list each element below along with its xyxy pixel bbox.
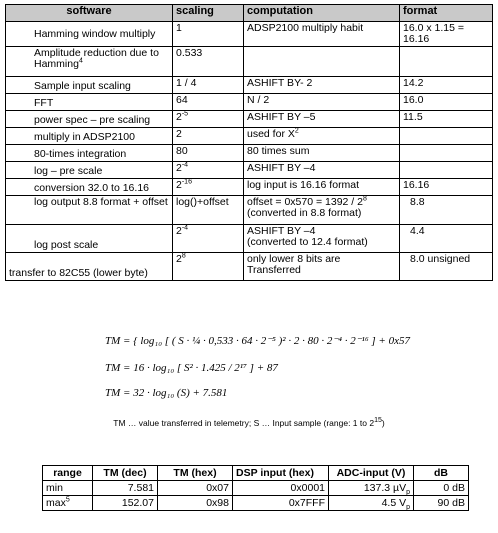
cell-tm-hex (158, 481, 233, 496)
caption-sup: 15 (374, 417, 382, 425)
equation-2-lhs: TM (105, 362, 121, 374)
range-header-range: range (43, 466, 93, 481)
cell-format (400, 22, 493, 47)
cell-scaling-text: 2 (176, 225, 182, 237)
cell-scaling (173, 253, 244, 281)
cell-format (400, 111, 493, 128)
cell-scaling (173, 94, 244, 111)
cell-db (414, 496, 469, 511)
cell-computation-sup: 2 (294, 127, 299, 135)
cell-scaling-text: 64 (176, 94, 188, 106)
cell-software-text: power spec – pre scaling (34, 114, 151, 126)
cell-scaling (173, 162, 244, 179)
cell-computation-text: ASHIFT BY –5 (247, 111, 316, 123)
cell-range (43, 496, 93, 511)
cell-software-text: log post scale (34, 239, 99, 251)
cell-scaling-sup: -4 (181, 224, 189, 232)
cell-computation (244, 162, 400, 179)
range-header-dsp: DSP input (hex) (233, 466, 329, 481)
cell-software-text: Amplitude reduction due to Hamming (34, 47, 159, 70)
cell-scaling (173, 22, 244, 47)
equation-1-lhs: TM (105, 335, 121, 347)
cell-software (6, 77, 173, 94)
table-row (6, 77, 493, 94)
cell-computation-text: N / 2 (247, 94, 270, 106)
cell-range-text: min (46, 482, 63, 494)
cell-adc-input-text: 4.5 V (381, 497, 407, 509)
cell-format (400, 77, 493, 94)
cell-format-text: 11.5 (403, 111, 423, 123)
range-header-tm-hex: TM (hex) (158, 466, 233, 481)
cell-scaling-sup: -4 (181, 161, 189, 169)
header-scaling: scaling (173, 5, 244, 22)
cell-software (6, 22, 173, 47)
cell-scaling-text: 1 / 4 (176, 77, 197, 89)
cell-computation (244, 111, 400, 128)
header-computation: computation (244, 5, 400, 22)
cell-software-text: 80-times integration (34, 148, 127, 160)
cell-format (400, 196, 493, 225)
cell-scaling-text: 1 (176, 22, 182, 34)
cell-format-text: 8.0 unsigned (410, 253, 471, 265)
cell-software (6, 128, 173, 145)
cell-software (6, 225, 173, 253)
cell-tm-hex (158, 496, 233, 511)
cell-format-text: 16.16 (403, 179, 430, 191)
range-header-adc: ADC-input (V) (329, 466, 414, 481)
cell-adc-input-text: 137.3 µV (363, 482, 407, 494)
cell-dsp-input-text: 0x7FFF (288, 497, 325, 509)
cell-software-text: multiply in ADSP2100 (34, 131, 135, 143)
table-row (6, 47, 493, 77)
cell-software (6, 253, 173, 281)
cell-scaling (173, 179, 244, 196)
cell-range-sup: 5 (65, 496, 70, 504)
equation-1-rhs: = { log₁₀ [ ( S · ¼ · 0,533 · 64 · 2⁻⁵ )² · 2 · 80 · 2⁻⁴ · 2⁻¹⁶ ] + 0x57 (123, 335, 410, 347)
cell-adc-sub: p (406, 504, 410, 512)
cell-software (6, 111, 173, 128)
equation-2-rhs: = 16 · log₁₀ [ S² · 1.425 / 2¹⁷ ] + 87 (123, 362, 278, 374)
cell-scaling-text: 80 (176, 145, 188, 157)
cell-computation-text: ADSP2100 multiply habit (247, 22, 364, 34)
cell-computation (244, 225, 400, 253)
equation-3-rhs: = 32 · log₁₀ (S) + 7.581 (123, 387, 228, 399)
header-format: format (400, 5, 493, 22)
cell-computation (244, 77, 400, 94)
cell-scaling-sup: 8 (181, 252, 186, 260)
cell-software (6, 162, 173, 179)
cell-computation (244, 179, 400, 196)
cell-software (6, 145, 173, 162)
cell-computation-text: offset = 0x570 = 1392 / 2 (247, 196, 363, 208)
equation-3 (105, 387, 227, 399)
cell-software (6, 196, 173, 225)
cell-adc-input (329, 481, 414, 496)
cell-range (43, 481, 93, 496)
cell-computation (244, 196, 400, 225)
cell-scaling (173, 77, 244, 94)
cell-computation-text: log input is 16.16 format (247, 179, 360, 191)
cell-format (400, 253, 493, 281)
table-row (6, 253, 493, 281)
range-header-row (43, 466, 469, 481)
cell-scaling-text: 2 (176, 111, 182, 123)
cell-computation-text: only lower 8 bits are (247, 253, 341, 265)
table-row (6, 225, 493, 253)
cell-tm-dec-text: 152.07 (121, 497, 154, 509)
range-row (43, 481, 469, 496)
cell-scaling (173, 128, 244, 145)
cell-scaling (173, 196, 244, 225)
cell-tm-dec (93, 481, 158, 496)
cell-dsp-input (233, 481, 329, 496)
cell-computation-text: ASHIFT BY- 2 (247, 77, 313, 89)
equation-2 (105, 362, 278, 374)
cell-scaling-sup: -5 (181, 110, 189, 118)
cell-software-text: transfer to 82C55 (lower byte) (9, 267, 148, 279)
cell-format (400, 179, 493, 196)
cell-software-text: log – pre scale (34, 165, 103, 177)
cell-dsp-input (233, 496, 329, 511)
equation-1 (105, 334, 410, 347)
cell-scaling-text: 2 (176, 179, 182, 191)
cell-computation (244, 94, 400, 111)
cell-format-text: 16.0 (403, 94, 424, 106)
equation-caption (0, 418, 498, 428)
cell-computation (244, 22, 400, 47)
cell-software-text: Sample input scaling (34, 80, 131, 92)
cell-software (6, 94, 173, 111)
cell-adc-input (329, 496, 414, 511)
range-row (43, 496, 469, 511)
cell-format-text: 14.2 (403, 77, 424, 89)
cell-software-text: Hamming window multiply (34, 27, 156, 40)
table-row (6, 145, 493, 162)
caption-end: ) (381, 418, 385, 428)
cell-format (400, 94, 493, 111)
caption-text: TM … value transferred in telemetry; S … Input sample (range: 1 to 2 (113, 418, 375, 428)
range-table (42, 465, 469, 511)
cell-scaling-text: 2 (176, 253, 182, 265)
cell-computation-text: 80 times sum (247, 145, 310, 157)
cell-scaling (173, 225, 244, 253)
cell-software (6, 179, 173, 196)
range-header-tm-dec: TM (dec) (93, 466, 158, 481)
table-row (6, 111, 493, 128)
cell-computation (244, 47, 400, 77)
cell-tm-dec (93, 496, 158, 511)
cell-format (400, 47, 493, 77)
cell-format (400, 145, 493, 162)
range-header-db: dB (414, 466, 469, 481)
cell-format-text: 4.4 (410, 225, 425, 237)
cell-format-text: 16.0 x 1.15 = 16.16 (403, 22, 465, 45)
cell-format-text: 8.8 (410, 196, 425, 208)
header-software: software (6, 5, 173, 22)
equation-3-lhs: TM (105, 387, 121, 399)
cell-software (6, 47, 173, 77)
cell-software-text: log output 8.8 format + offset (34, 196, 168, 208)
cell-computation-text: ASHIFT BY –4 (247, 225, 316, 237)
cell-computation (244, 128, 400, 145)
cell-format (400, 225, 493, 253)
cell-db (414, 481, 469, 496)
cell-computation-text: ASHIFT BY –4 (247, 162, 316, 174)
equations (0, 330, 498, 410)
cell-tm-hex-text: 0x07 (206, 482, 229, 494)
scaling-table (5, 4, 493, 281)
cell-software-text: conversion 32.0 to 16.16 (34, 182, 149, 194)
cell-format (400, 128, 493, 145)
cell-computation-line2: (converted in 8.8 format) (247, 207, 362, 219)
cell-computation-sup: 8 (362, 195, 367, 203)
cell-computation-line2: Transferred (247, 264, 301, 276)
cell-tm-dec-text: 7.581 (127, 482, 154, 494)
cell-db-text: 0 dB (443, 482, 465, 494)
cell-scaling-text: 0.533 (176, 47, 203, 59)
cell-scaling-text: log()+offset (176, 196, 229, 208)
cell-scaling (173, 145, 244, 162)
cell-computation-line2: (converted to 12.4 format) (247, 236, 368, 248)
table-row (6, 162, 493, 179)
table-row (6, 128, 493, 145)
cell-scaling-sup: -16 (181, 178, 192, 186)
cell-dsp-input-text: 0x0001 (290, 482, 325, 494)
cell-software-sup: 4 (78, 57, 83, 65)
table-row (6, 22, 493, 47)
cell-scaling-text: 2 (176, 128, 182, 140)
cell-adc-sub: p (406, 489, 410, 497)
cell-computation (244, 145, 400, 162)
cell-format (400, 162, 493, 179)
cell-computation (244, 253, 400, 281)
cell-range-text: max (46, 497, 66, 509)
cell-scaling (173, 47, 244, 77)
cell-software-text: FFT (34, 97, 54, 109)
cell-scaling (173, 111, 244, 128)
cell-db-text: 90 dB (437, 497, 465, 509)
table-row (6, 196, 493, 225)
cell-scaling-text: 2 (176, 162, 182, 174)
table-header-row (6, 5, 493, 22)
table-row (6, 94, 493, 111)
cell-tm-hex-text: 0x98 (206, 497, 229, 509)
cell-computation-text: used for X (247, 128, 295, 140)
table-row (6, 179, 493, 196)
